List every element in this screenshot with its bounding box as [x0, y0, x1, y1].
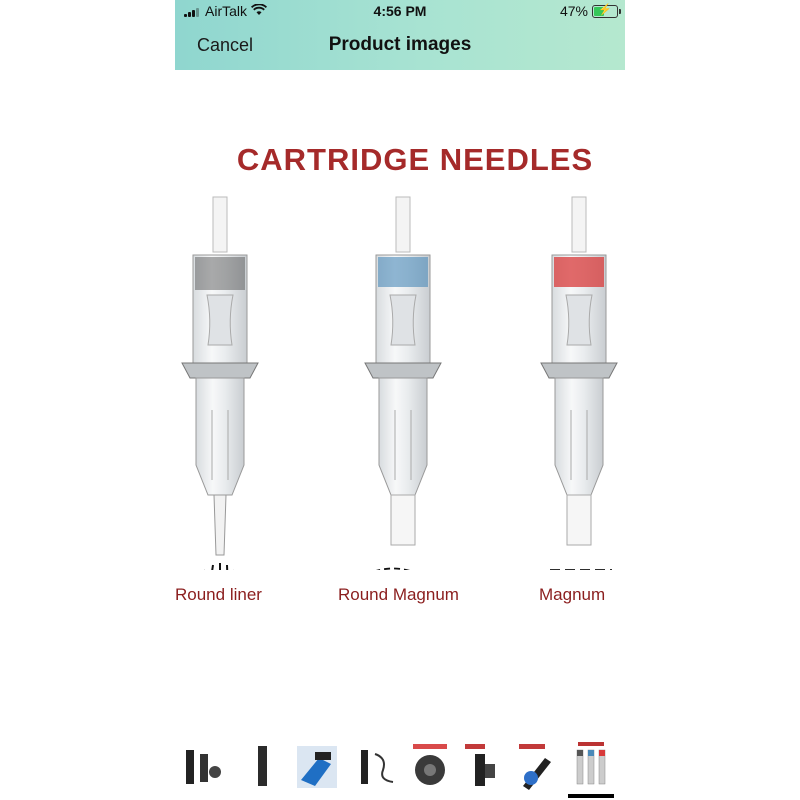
phone-screen — [175, 0, 625, 800]
battery-percentage: 47% — [559, 3, 588, 19]
product-image-heading: CARTRIDGE NEEDLES — [236, 142, 594, 177]
product-image — [175, 190, 625, 570]
selected-thumbnail-indicator — [568, 794, 614, 798]
cancel-button[interactable]: Cancel — [197, 35, 254, 55]
thumbnail-6[interactable] — [461, 740, 507, 792]
thumbnail-3[interactable] — [293, 740, 339, 792]
round-magnum-cartridge — [365, 197, 441, 545]
thumbnail-1[interactable] — [178, 740, 224, 792]
thumbnail-7[interactable] — [515, 740, 561, 792]
page-title: Product images — [328, 34, 472, 55]
battery-icon: ⚡ — [592, 5, 618, 18]
thumbnail-4[interactable] — [355, 740, 401, 792]
status-bar — [175, 0, 625, 24]
thumbnail-2[interactable] — [239, 740, 285, 792]
round-magnum-caption: Round Magnum — [338, 585, 459, 604]
thumbnail-5[interactable] — [407, 740, 453, 792]
thumbnail-8-selected[interactable] — [568, 740, 614, 792]
magnum-caption: Magnum — [539, 585, 606, 604]
navigation-header — [175, 0, 625, 70]
magnum-cartridge — [541, 197, 617, 545]
round-liner-cartridge — [182, 197, 258, 555]
carrier-name: AirTalk — [205, 3, 248, 19]
thumbnail-strip — [175, 738, 625, 800]
round-liner-tip-icon — [195, 563, 240, 570]
round-magnum-tip-icon — [363, 569, 421, 571]
status-time: 4:56 PM — [373, 3, 427, 19]
round-liner-caption: Round liner — [175, 585, 262, 604]
